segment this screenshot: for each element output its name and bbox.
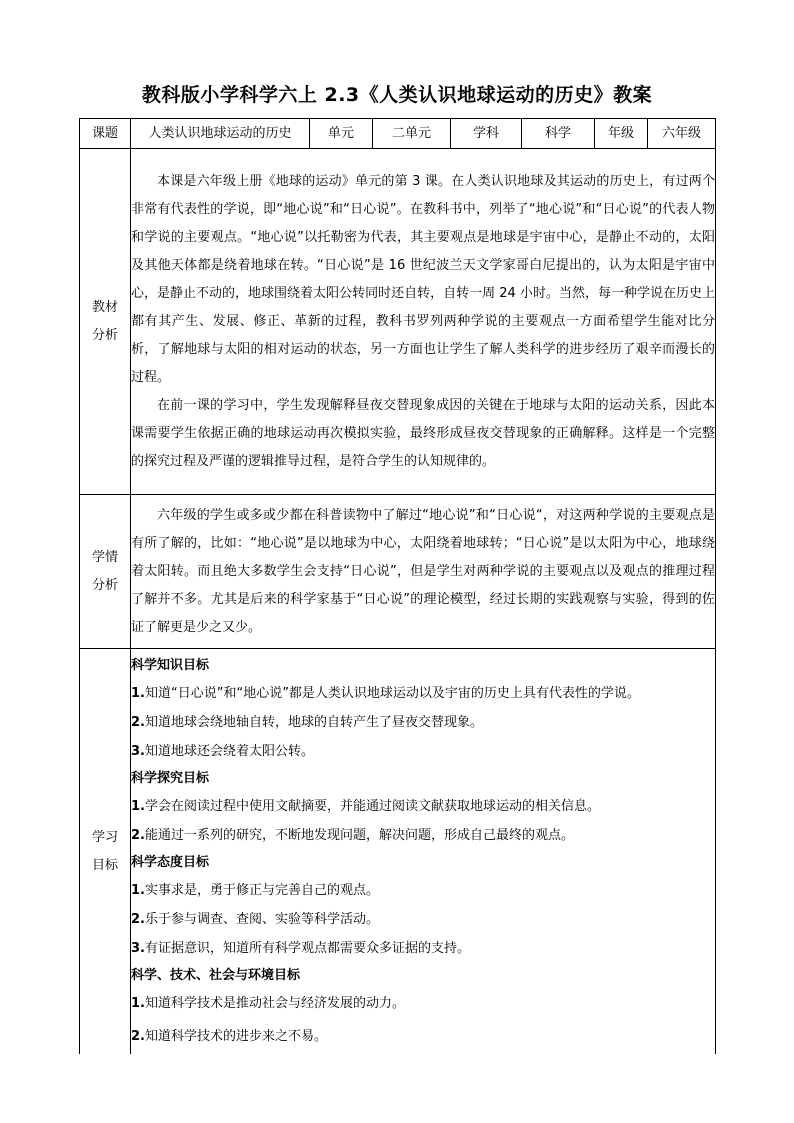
paragraph: 本课是六年级上册《地球的运动》单元的第 3 课。在人类认识地球及其运动的历史上，有过两个非常有代表性的学说，即“地心说”和“日心说”。在教科书中，列举了“地心说”和“日心说”的代表人物和学说的主要观点。“地心说”以托勒密为代表，其主要观点是地球是宇宙中心，是静止不动的，太阳及其他天体都是绕着地球在转。“日心说”是 16 世纪波兰天文学家哥白尼提出的，认为太阳是宇宙中心，是静止不动的，地球围绕着太阳公转同时还自转，自转一周 24 小时。当然，每一种学说在历史上都有其产生、发展、修正、革新的过程，教科书罗列两种学说的主要观点一方面希望学生能对比分析，了解地球与太阳的相对运动的状态，另一方面也让学生了解人类科学的进步经历了艰辛而漫长的过程。 xyxy=(131,173,715,385)
header-row xyxy=(80,119,716,149)
goal-number: 1. xyxy=(131,995,145,1011)
goal-number: 2. xyxy=(131,911,145,927)
goal-number: 1. xyxy=(131,882,145,898)
goal-item xyxy=(131,905,715,934)
goal-item xyxy=(131,792,715,821)
learning-goals-content xyxy=(131,649,716,1055)
goal-text: 有证据意识，知道所有科学观点都需要众多证据的支持。 xyxy=(144,940,470,956)
goal-number: 2. xyxy=(131,827,145,843)
goal-text: 学会在阅读过程中使用文献摘要，并能通过阅读文献获取地球运动的相关信息。 xyxy=(144,798,600,814)
goal-number: 1. xyxy=(131,798,145,814)
unit-label-cell: 单元 xyxy=(310,119,373,149)
learning-goals-label xyxy=(80,649,131,1055)
goal-item xyxy=(131,989,715,1018)
goal-number: 2. xyxy=(131,1028,145,1044)
sts-goals-heading: 科学、技术、社会与环境目标 xyxy=(131,967,301,983)
label-line: 教材 xyxy=(91,299,118,315)
goal-item xyxy=(131,1022,715,1051)
learning-goals-row xyxy=(80,649,716,1055)
label-line: 分析 xyxy=(91,577,118,593)
textbook-analysis-row xyxy=(80,149,716,495)
textbook-analysis-content xyxy=(131,149,716,495)
topic-label-cell: 课题 xyxy=(80,119,131,149)
goal-text: 知道科学技术的进步来之不易。 xyxy=(144,1028,327,1044)
goal-text: 知道科学技术是推动社会与经济发展的动力。 xyxy=(144,995,405,1011)
goal-text: 能通过一系列的研究，不断地发现问题，解决问题，形成自己最终的观点。 xyxy=(144,827,574,843)
label-line: 学习 xyxy=(91,829,118,845)
student-analysis-content xyxy=(131,495,716,649)
student-analysis-row xyxy=(80,495,716,649)
topic-value-cell: 人类认识地球运动的历史 xyxy=(131,119,310,149)
page-title: 教科版小学科学六上 2.3《人类认识地球运动的历史》教案 xyxy=(141,84,653,106)
goal-number: 3. xyxy=(131,940,145,956)
lesson-plan-table xyxy=(79,118,716,1054)
paragraph: 在前一课的学习中，学生发现解释昼夜交替现象成因的关键在于地球与太阳的运动关系，因此本课需要学生依据正确的地球运动再次模拟实验，最终形成昼夜交替现象的正确解释。这样是一个完整的探究过程及严谨的逻辑推导过程，是符合学生的认知规律的。 xyxy=(131,397,715,469)
goal-text: 知道“日心说”和“地心说”都是人类认识地球运动以及宇宙的历史上具有代表性的学说。 xyxy=(144,685,640,701)
goal-item xyxy=(131,737,715,766)
inquiry-goals-heading: 科学探究目标 xyxy=(131,770,210,786)
goal-item xyxy=(131,679,715,708)
knowledge-goals-heading: 科学知识目标 xyxy=(131,657,210,673)
goal-text: 知道地球还会绕着太阳公转。 xyxy=(144,743,314,759)
grade-label-cell: 年级 xyxy=(595,119,648,149)
subject-value-cell: 科学 xyxy=(522,119,595,149)
label-line: 学情 xyxy=(91,549,118,565)
goal-item xyxy=(131,821,715,850)
goal-item xyxy=(131,876,715,905)
label-line: 分析 xyxy=(91,327,118,343)
goal-number: 2. xyxy=(131,714,145,730)
label-line: 目标 xyxy=(91,857,118,873)
goal-item xyxy=(131,708,715,737)
student-analysis-label xyxy=(80,495,131,649)
attitude-goals-heading: 科学态度目标 xyxy=(131,854,210,870)
goal-number: 1. xyxy=(131,685,145,701)
paragraph: 六年级的学生或多或少都在科普读物中了解过“地心说”和“日心说“，对这两种学说的主要观点是有所了解的，比如：“地心说”是以地球为中心，太阳绕着地球转；“日心说”是以太阳为中心，地球绕着太阳转。而且绝大多数学生会支持“日心说”，但是学生对两种学说的主要观点以及观点的推理过程了解并不多。尤其是后来的科学家基于“日心说”的理论模型，经过长期的实践观察与实验，得到的佐证了解更是少之又少。 xyxy=(131,507,715,635)
goal-text: 乐于参与调查、查阅、实验等科学活动。 xyxy=(144,911,379,927)
textbook-analysis-label xyxy=(80,149,131,495)
goal-item xyxy=(131,934,715,963)
subject-label-cell: 学科 xyxy=(451,119,522,149)
goal-text: 知道地球会绕地轴自转，地球的自转产生了昼夜交替现象。 xyxy=(144,714,483,730)
unit-value-cell: 二单元 xyxy=(373,119,451,149)
grade-value-cell: 六年级 xyxy=(648,119,716,149)
goal-text: 实事求是，勇于修正与完善自己的观点。 xyxy=(144,882,379,898)
goal-number: 3. xyxy=(131,743,145,759)
